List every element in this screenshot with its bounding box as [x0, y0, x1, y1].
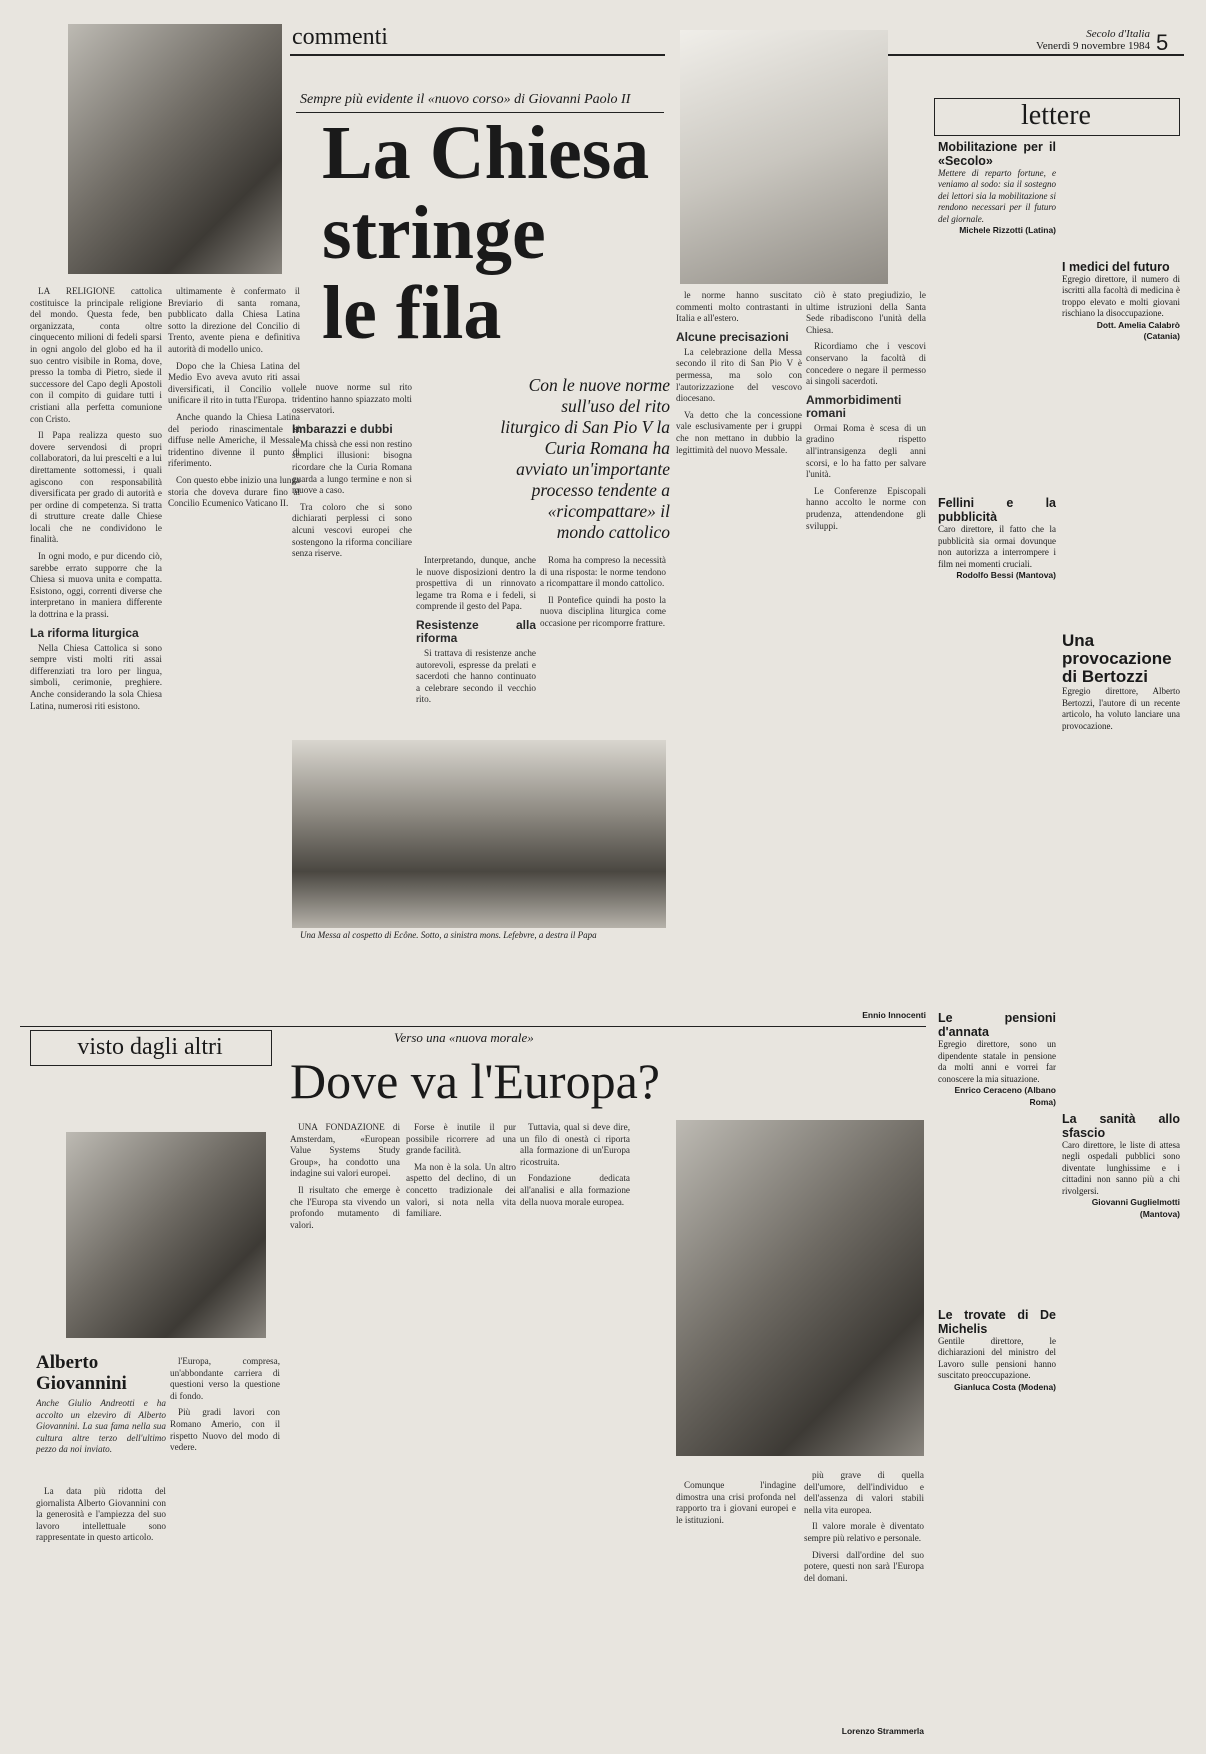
main-col-5: Roma ha compreso la necessità di una risposta: le norme tendono a ricompattare il mondo cattolico. Il Pontefice quindi ha posto la nuova disciplina liturgica come occasione per ricomporre fratture. [540, 555, 666, 628]
main-summary: Con le nuove norme sull'uso del rito liturgico di San Pio V la Curia Romana ha avviato un'importante processo tendente a «ricompattare» il mondo cattolico [500, 375, 670, 542]
letter-signature: Gianluca Costa (Modena) [953, 1381, 1056, 1392]
visto-author: Lorenzo Strammerla [841, 1726, 924, 1736]
letter-item [938, 1308, 1056, 1393]
main-col-3: le nuove norme sul rito tridentino hanno spiazzato molti osservatori. Imbarazzi e dubbi Ma chissà che essi non restino semplici illusioni: bisogna ricordare che la Curia Romana guarda a lungo termine e non si muove a caso. Tra coloro che si sono dichiarati perplessi ci sono alcuni vescovi europei che sostengono la riforma conciliare senza riserve. [292, 382, 412, 559]
header-rule-right [884, 54, 1184, 56]
subhead-riforma: La riforma liturgica [30, 625, 139, 640]
letter-signature: Giovanni Guglielmotti (Mantova) [1091, 1197, 1180, 1219]
letters-section-label: lettere [1021, 100, 1091, 131]
letter-body: Gentile direttore, le dichiarazioni del ministro del Lavoro sulle pensioni hanno suscitato preoccupazione. [938, 1335, 1056, 1381]
visto-col-1: La data più ridotta del giornalista Alberto Giovannini con la generosità e l'ampiezza del suo lavoro intellettuale sono rappresentate in questo articolo. [36, 1486, 166, 1543]
main-col-2: ultimamente è confermato il Breviario di santa romana, pubblicato dalla Chiesa Latina sotto la direzione del Concilio di Trento, avente piena e definitiva autorità di modello unico. Dopo che la Chiesa Latina del Medio Evo aveva avuto riti assai diversificati, il Concilio volle unificare il rito in tutta l'Europa. Anche quando la Chiesa Latina del periodo rinascimentale si diffuse nelle Americhe, il Messale tridentino divenne il punto di riferimento. Con questo ebbe inizio una lunga storia che doveva durare fino al Concilio Ecumenico Vaticano II. [168, 286, 300, 509]
main-col-7: ciò è stato pregiudizio, le ultime istruzioni della Santa Sede ribadiscono l'unità della Chiesa. Ricordiamo che i vescovi conservano la facoltà di concedere o negare il permesso ai singoli sacerdoti. Ammorbidimenti romani Ormai Roma è scesa di un gradino rispetto all'intransigenza degli anni scorsi, e lo ha fatto per salvare l'unità. Le Conferenze Episcopali hanno accolto le norme con prudenza, attendendone gli sviluppi. [806, 290, 926, 531]
subhead-precisazioni: Alcune precisazioni [676, 329, 789, 344]
subhead-ammorbidimenti: Ammorbidimenti romani [806, 392, 902, 420]
letter-title: Le trovate di De Michelis [938, 1307, 1056, 1336]
letter-item [938, 496, 1056, 581]
main-headline-line3: le fila [322, 271, 502, 355]
visto-col-7: più grave di quella dell'umore, dell'individuo e dell'assenza di valori stabili nella vita europea. Il valore morale è diventato sempre più relativo e personale. Diversi dall'ordine del suo potere, questi non sarà l'Europa del domani. [804, 1470, 924, 1583]
letter-item [1062, 632, 1180, 732]
young-woman-photo [676, 1120, 924, 1456]
visto-section-label: visto dagli altri [77, 1034, 223, 1060]
letter-item [1062, 1112, 1180, 1220]
letter-signature: Michele Rizzotti (Latina) [959, 225, 1056, 236]
main-author: Ennio Innocenti [862, 1010, 926, 1020]
visto-col-3: UNA FONDAZIONE di Amsterdam, «European Value Systems Study Group», ha condotto una indagine sui valori europei. Il risultato che emerge è che l'Europa sta vivendo un profondo mutamento di valori. [290, 1122, 400, 1230]
letter-body: Egregio direttore, Alberto Bertozzi, l'autore di un recente articolo, ha voluto lanciare una provocazione. [1062, 686, 1180, 731]
letter-item [938, 140, 1056, 236]
letter-body: Mettere di reparto fortune, e veniamo al sodo: sia il sostegno dei lettori sia la mobilitazione si rendono necessari per il futuro del giornale. [938, 168, 1056, 224]
letter-body: Egregio direttore, sono un dipendente statale in pensione da molti anni e vorrei far conoscere la mia situazione. [938, 1039, 1056, 1084]
header-rule [290, 54, 665, 56]
letters-right-column [1062, 140, 1180, 1740]
letter-title: Le pensioni d'annata [938, 1011, 1056, 1040]
main-col-4: Interpretando, dunque, anche le nuove disposizioni dentro la prospettiva di un rinnovato legame tra Roma e i fedeli, si comprende il gesto del Papa. Resistenze alla riforma Si trattava di resistenze anche autorevoli, espresse da prelati e sacerdoti che hanno continuato a celebrare secondo il vecchio rito. [416, 555, 536, 705]
letter-signature: Enrico Ceraceno (Albano Roma) [954, 1085, 1056, 1107]
main-col-6: le norme hanno suscitato commenti molto contrastanti in Italia e all'estero. Alcune precisazioni La celebrazione della Messa secondo il rito di San Pio V è permessa, ma solo con l'autorizzazione del vescovo diocesano. Va detto che la concessione vale esclusivamente per i gruppi che non mettano in dubbio la legittimità del nuovo Messale. [676, 290, 802, 455]
letter-signature: Dott. Amelia Calabrò (Catania) [1096, 319, 1180, 342]
letter-signature: Rodolfo Bessi (Mantova) [956, 570, 1056, 581]
newspaper-name: Secolo d'Italia [1086, 28, 1150, 40]
letter-title: La sanità allo sfascio [1062, 1112, 1180, 1141]
visto-headline: Dove va l'Europa? [290, 1053, 660, 1109]
page-number: 5 [1156, 30, 1169, 55]
letter-item [938, 1011, 1056, 1107]
visto-col-6: Comunque l'indagine dimostra una crisi profonda nel rapporto tra i giovani europei e le istituzioni. [676, 1480, 796, 1525]
issue-date: Venerdì 9 novembre 1984 [1036, 40, 1150, 52]
letters-left-column [938, 140, 1056, 1740]
letter-title: Fellini e la pubblicità [938, 496, 1056, 525]
visto-kicker: Verso una «nuova morale» [394, 1030, 534, 1045]
visto-col-2: l'Europa, compresa, un'abbondante carriera di questioni verso la questione di fondo. Più gradi lavori con Romano Amerio, con il rispetto Nuovo del modo di vedere. [170, 1356, 280, 1453]
portrait-photo-pope [680, 30, 888, 284]
mass-photo [292, 740, 666, 928]
visto-col-5: Tuttavia, qual si deve dire, un filo di onestà ci riporta alla formazione di un'Europa ricostruita. Fondazione dedicata all'analisi e alla formazione della nuova morale europea. [520, 1122, 630, 1207]
giovannini-photo [66, 1132, 266, 1338]
portrait-photo-lefebvre [68, 24, 282, 274]
letter-title: I medici del futuro [1062, 260, 1170, 274]
letter-item [1062, 260, 1180, 342]
subhead-imbarazzi: Imbarazzi e dubbi [292, 421, 393, 436]
main-kicker: Sempre più evidente il «nuovo corso» di Giovanni Paolo II [300, 92, 631, 107]
subhead-resistenze: Resistenze alla riforma [416, 617, 536, 645]
main-bottom-rule [20, 1026, 926, 1027]
letter-title: Una provocazione di Bertozzi [1062, 631, 1172, 687]
main-col-1: LA RELIGIONE cattolica costituisce la principale religione del mondo. Questa fede, ben organizzata, conta oltre cinquecento milioni di fedeli sparsi in ogni angolo del globo ed ha il suo centro visibile in Roma, dove, presso la tomba di Pietro, siede il successore del Capo degli Apostoli con il compito di guidare tutti i cristiani alla perfetta comunione con Cristo. Il Papa realizza questo suo dovere servendosi di propri collaboratori, da lui prescelti e a lui direttamente sottomessi, i quali agiscono con responsabilità diversificata per grado di autorità e per ordine di competenza. Si tratta di strutture create dalle Chiese locali che ne condividono le finalità. In ogni modo, e pur dicendo ciò, sarebbe errato supporre che la Chiesa si muova unita e compatta. Esistono, oggi, correnti diverse che interpretano in maniera differente la dottrina e la prassi. La riforma liturgica Nella Chiesa Cattolica si sono sempre visti molti riti assai differenziati tra loro per lingua, simboli, cerimonie, preghiere. Anche considerando la sola Chiesa Latina, numerosi riti esistono. [30, 286, 162, 711]
section-label: commenti [292, 24, 388, 50]
letter-body: Caro direttore, le liste di attesa negli ospedali pubblici sono diventate lunghissime e i cittadini non sanno più a chi rivolgersi. [1062, 1140, 1180, 1196]
letter-title: Mobilitazione per il «Secolo» [938, 140, 1056, 168]
letter-body: Caro direttore, il fatto che la pubblicità sia ormai dovunque non autorizza a interrompere i film nei momenti cruciali. [938, 524, 1056, 569]
main-headline-line1: La Chiesa [322, 111, 650, 195]
visto-col-4: Forse è inutile il pur possibile ricorrere ad una grande facilità. Ma non è la sola. Un altro aspetto del declino, di un concetto tradizionale dei valori, si nota nella vita familiare. [406, 1122, 516, 1219]
letter-body: Egregio direttore, il numero di iscritti alla facoltà di medicina è troppo elevato e molti giovani rischiano la disoccupazione. [1062, 274, 1180, 319]
main-headline-line2: stringe [322, 191, 546, 275]
mass-photo-caption: Una Messa al cospetto di Ecône. Sotto, a sinistra mons. Lefebvre, a destra il Papa [300, 930, 597, 940]
giovannini-bio: Anche Giulio Andreotti e ha accolto un elzeviro di Alberto Giovannini. La sua fama nella sua cultura altre terzo dell'ultimo pezzo da noi inviato. [36, 1398, 166, 1455]
giovannini-name: Alberto Giovannini [36, 1352, 127, 1394]
